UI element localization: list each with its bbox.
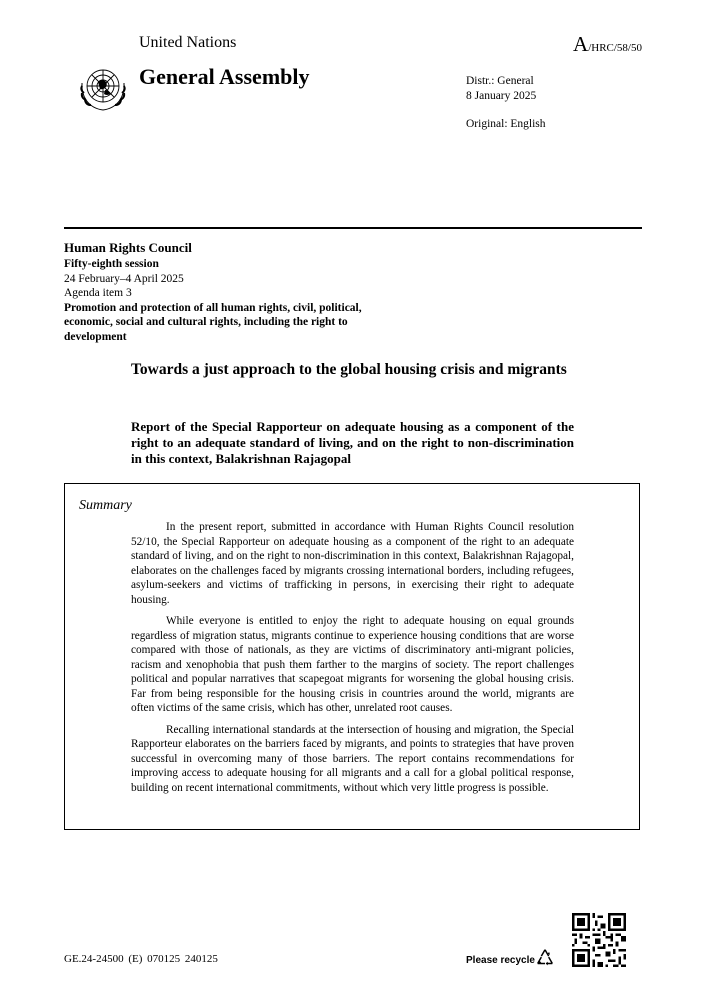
organization-name: United Nations: [139, 34, 237, 51]
document-title: Towards a just approach to the global housing crisis and migrants: [131, 361, 567, 378]
symbol-rest: /HRC/58/50: [588, 42, 642, 54]
issue-date: 8 January 2025: [466, 90, 537, 102]
symbol-prefix: A: [573, 32, 589, 56]
distribution: Distr.: General: [466, 75, 534, 87]
header-rule: [64, 227, 642, 229]
original-language: Original: English: [466, 118, 546, 130]
council-name: Human Rights Council: [64, 240, 192, 255]
document-subtitle: Report of the Special Rapporteur on adequate housing as a component of the right to an adequate standard of living, and on the right to non-discrimination in this context, Balakrishnan Rajagopal: [131, 419, 574, 466]
general-assembly-heading: General Assembly: [139, 64, 310, 89]
please-recycle-label: Please recycle: [466, 955, 535, 966]
summary-paragraph: In the present report, submitted in accordance with Human Rights Council resolution 52/10, the Special Rapporteur on adequate housing as a component of the right to an adequate standard of living, and on the right to non-discrimination in this context, Balakrishnan Rajagopal, elaborates on the challenges faced by migrants crossing international borders, including refugees, asylum-seekers and victims of trafficking in persons, in exercising their right to adequate housing.: [131, 521, 574, 606]
job-number: GE.24-24500 (E) 070125 240125: [64, 953, 218, 965]
summary-paragraph: Recalling international standards at the intersection of housing and migration, the Special Rapporteur elaborates on the barriers faced by migrants, and points to strategies that have proven successful in overcoming many of those barriers. The report contains recommendations for improving access to adequate housing for all migrants and a call for a global political response, building on recent international commitments, without which very little progress is possible.: [131, 723, 574, 794]
session-dates: 24 February–4 April 2025: [64, 272, 184, 285]
session-info: [64, 257, 394, 344]
distribution-block: [466, 74, 536, 104]
agenda-item: Agenda item 3: [64, 287, 132, 299]
recycle-icon: [534, 947, 556, 969]
summary-paragraph: While everyone is entitled to enjoy the right to adequate housing on equal grounds regardless of migration status, migrants continue to experience housing conditions that are worse compared with those of nationals, as they are victims of discriminatory anti-migrant policies, racism and xenophobia that push them farther to the margins of society. The report challenges political and popular narratives that scapegoat migrants for worsening the global housing crisis. Far from being responsible for the housing crisis in countries around the world, migrants are often victims of the same crisis, which has other, unrelated root causes.: [131, 615, 574, 714]
summary-heading: Summary: [79, 498, 132, 513]
agenda-title: Promotion and protection of all human rights, civil, political, economic, social and cultural rights, including the right to development: [64, 301, 362, 343]
un-emblem-icon: [78, 63, 128, 113]
session-name: Fifty-eighth session: [64, 258, 159, 270]
document-symbol: [573, 32, 642, 57]
summary-body: [131, 520, 574, 802]
qr-code-icon: [572, 913, 626, 967]
